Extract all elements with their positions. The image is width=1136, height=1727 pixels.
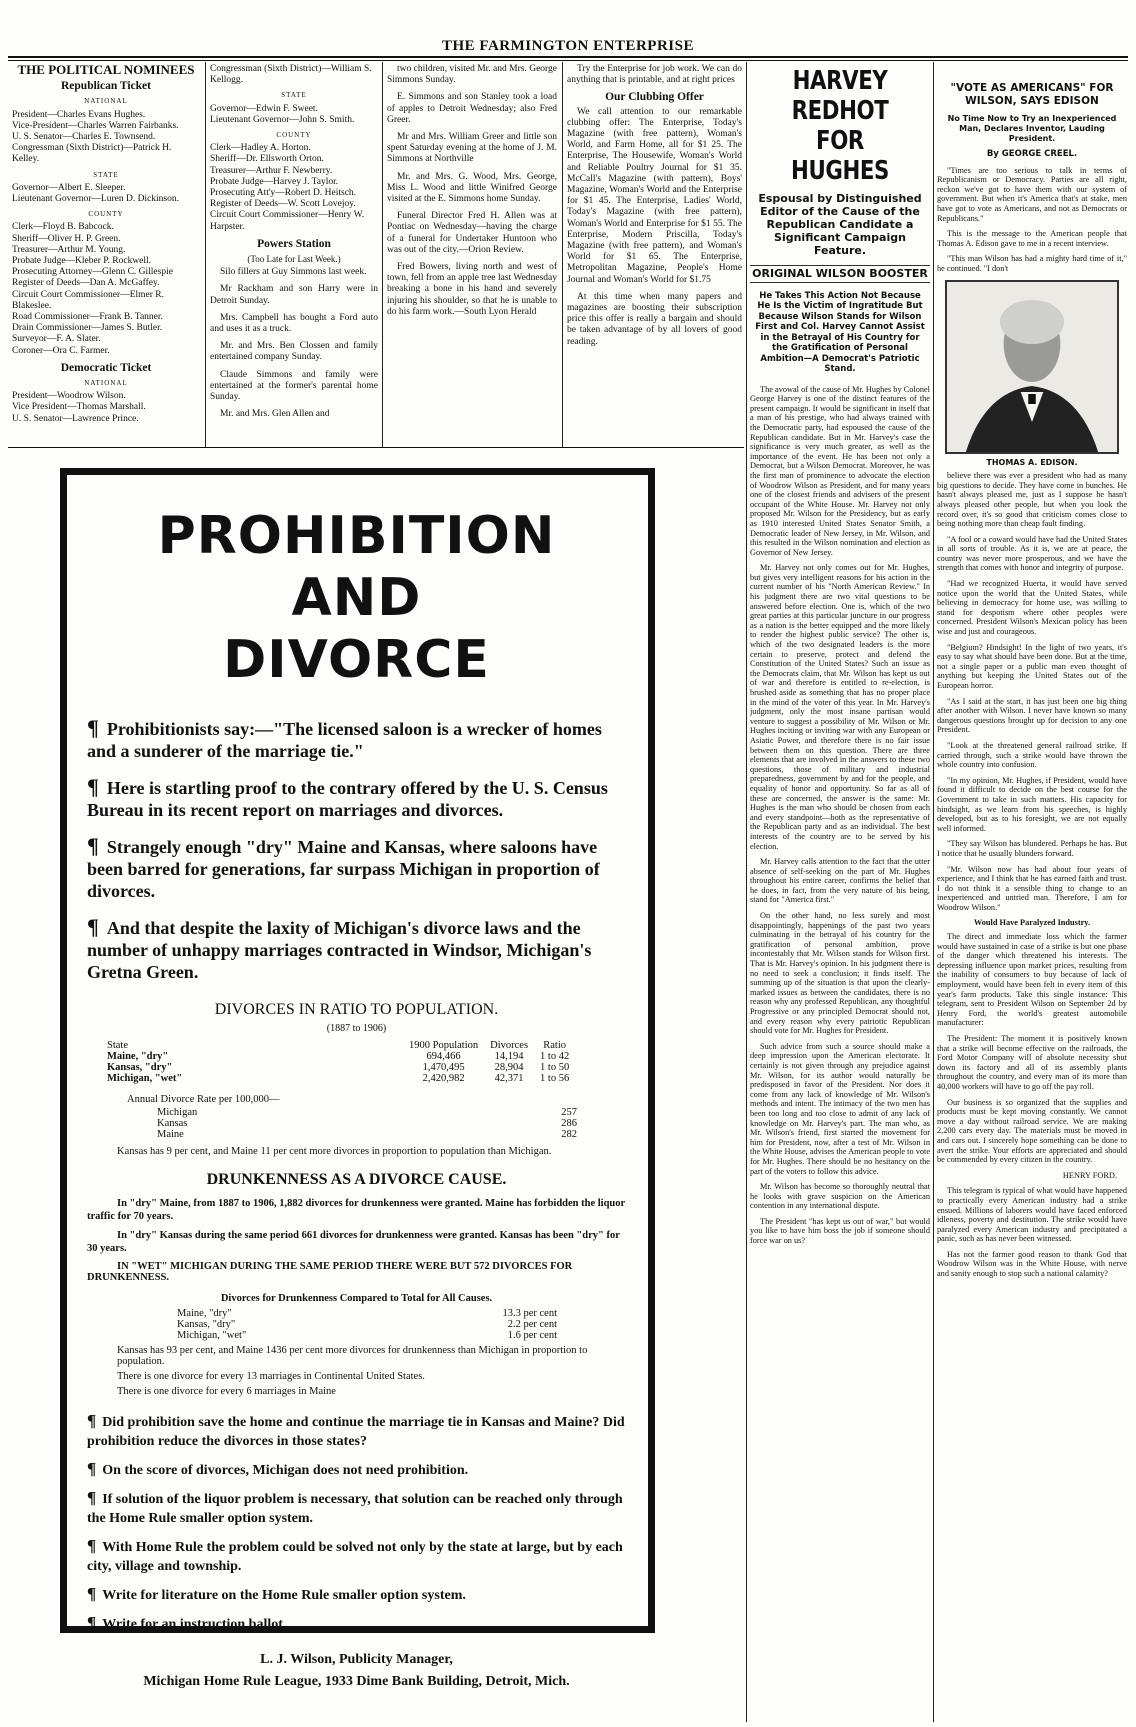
harvey-subhead: Espousal by Distinguished Editor of the Cause of the Republican Candidate a Significant Campaign Feature. (758, 192, 922, 257)
paragraph-mark-icon: ¶ (87, 774, 99, 799)
rate-row (157, 1107, 577, 1118)
column-divider (746, 62, 747, 1722)
nominee-line: Coroner—Ora C. Farmer. (12, 345, 110, 356)
table-cell: 1 to 50 (540, 1062, 570, 1073)
article-paragraph: "This man Wilson has had a mighty hard time of it," he continued. "I don't (937, 254, 1127, 273)
divorce-table-sub: (1887 to 1906) (326, 1023, 387, 1034)
nominees-title: THE POLITICAL NOMINEES (17, 62, 195, 77)
paragraph-mark-icon: ¶ (87, 1488, 97, 1507)
dem-national-label: NATIONAL (84, 379, 128, 388)
cause-paragraph: In "dry" Kansas during the same period 661 divorces for drunkenness were granted. Kansas has been "dry" for 30 years. (87, 1230, 620, 1254)
democratic-continued (210, 64, 378, 446)
edison-portrait (945, 280, 1119, 454)
ad-question-text: Did prohibition save the home and continue the marriage tie in Kansas and Maine? Did prohibition reduce the divorces in those states? (87, 1415, 625, 1449)
article-paragraph: The President: The moment it is positively known that a strike will become effective on the railroads, the Ford Motor Company will of absolute necessity shut down its factory and all of its assembly plants throughout the country, and every man of its more than 40,000 workers will have to go off the pay roll. (937, 1034, 1127, 1091)
paragraph-mark-icon: ¶ (87, 1536, 97, 1555)
powers-station-title: Powers Station (257, 237, 331, 250)
rate-row-label: Maine (157, 1129, 184, 1140)
ad-claim (87, 776, 626, 821)
nominee-line: Register of Deeds—W. Scott Lovejoy. (210, 199, 356, 210)
nominee-line: Drain Commissioner—James S. Butler. (12, 323, 163, 334)
powers-station-news (210, 267, 378, 420)
article-paragraph: The direct and immediate loss which the farmer would have sustained in case of a strike is but one phase of the danger which threatened his interests. The depressing influence upon market prices, resulting from the inability of consumers to buy because of lack of employment, would have been felt in every item of this year's farm products. Take this single instance: This telegram, sent to President Wilson on September 2d by Henry Ford, the world's greatest automobile manufacturer: (937, 932, 1127, 1028)
ad-note: There is one divorce for every 13 marriages in Continental United States. (117, 1371, 425, 1382)
ad-question-text: If solution of the liquor problem is necessary, that solution can be reached only through the Home Rule smaller option system. (87, 1492, 623, 1526)
clubbing-paragraphs (567, 107, 742, 348)
table-cell: Michigan, "wet" (107, 1073, 183, 1084)
ad-question-text: On the score of divorces, Michigan does not need prohibition. (102, 1463, 469, 1478)
portrait-image (947, 282, 1117, 452)
ad-question (87, 1459, 626, 1480)
news-paragraph: Mr. and Mrs. Ben Clossen and family entertained company Sunday. (210, 341, 378, 363)
ratio-row-label: Kansas, "dry" (177, 1319, 236, 1330)
news-paragraph: two children, visited Mr. and Mrs. George Simmons Sunday. (387, 64, 557, 86)
article-paragraph: "As I said at the start, it has just been one big thing after another with Wilson. I never have known so many dangerous questions brought up for decision to any one President. (937, 696, 1127, 735)
ad-question (87, 1536, 626, 1576)
news-paragraph: Funeral Director Fred H. Allen was at Pontiac on Wednesday—having the charge of a funeral for Undertaker Huntoon who was out of the city.—Orion Review. (387, 211, 557, 255)
nominee-line: President—Charles Evans Hughes. (12, 109, 146, 120)
harvey-article (750, 66, 930, 1721)
article-paragraph: This is the message to the American people that Thomas A. Edison gave to me in a recent interview. (937, 229, 1127, 248)
ad-question (87, 1488, 626, 1528)
ad-question (87, 1584, 626, 1605)
harvey-deck: He Takes This Action Not Because He Is the Victim of Ingratitude But Because Wilson Stands for Wilson First and Col. Harvey Cannot Assist in the Betrayal of His Country for the Gratification of Personal Ambition—A Democrat's Patriotic Stand. (755, 290, 925, 375)
powers-station-sub: (Too Late for Last Week.) (247, 254, 341, 265)
nominee-line: Vice President—Thomas Marshall. (12, 402, 146, 413)
ford-signature: HENRY FORD. (1062, 1170, 1117, 1180)
paragraph-mark-icon: ¶ (87, 914, 99, 939)
article-paragraph: The avowal of the cause of Mr. Hughes by Colonel George Harvey is one of the distinct features of the present campaign. It would be significant in itself that a man of his prestige, who had always trained with the Democratic party, had espoused the cause of the Republican candidate. But in Mr. Harvey's case the significance is very much greater, as well as the importance of the event. He has been not only a Democrat, but a Wilson Democrat. Moreover, he was the first man of prominence to advocate the election of Woodrow Wilson as President, and for many years one of the closest friends and advisers of the present occupant of the White House. Mr. Harvey not only proposed Mr. Wilson for the Presidency, but as early as 1910 interested United States Senator Smith, a Democratic leader of New Jersey, in Mr. Wilson, and this resulted in the Wilson nomination and election as Governor of New Jersey. (750, 384, 930, 557)
nominee-line: Prosecuting Att'y—Robert D. Heitsch. (210, 188, 357, 199)
article-paragraph: This telegram is typical of what would have happened to practically every American industry had a strike ensued. Millions of laborers would have faced enforced idleness, poverty and destitution. The strike would have paralyzed every American industry and precipitated a panic, such as has never been witnessed. (937, 1186, 1127, 1244)
article-paragraph: Our business is so organized that the supplies and products must be kept moving constantly. We cannot move a day without railroad service. We are making 2,200 cars every day. The materials must be moved in and cars out. I sincerely hope something can be done to avert the strike. Your efforts are appreciated and should be commended by every citizen in the country. (937, 1097, 1127, 1165)
rate-row-value: 282 (561, 1129, 577, 1140)
article-paragraph: believe there was ever a president who had as many big questions to decide. They have come in bunches. He hasn't always pleased me, just as I suppose he hasn't always pleased other people, but when you look the record over, it's so good that criticism comes close to being nothing more than cheap fault finding. (937, 471, 1127, 529)
ad-note: Kansas has 93 per cent, and Maine 1436 per cent more divorces for drunkenness than Michigan in proportion to population. (117, 1345, 588, 1367)
ad-claim-text: And that despite the laxity of Michigan's divorce laws and the number of unhappy marriages contracted in Windsor, Michigan's Gretna Green. (87, 918, 592, 982)
nominee-line: Governor—Albert E. Sleeper. (12, 182, 126, 193)
ratio-row (177, 1319, 557, 1330)
article-paragraph: "Mr. Wilson now has had about four years of experience, and I think that he has earned faith and trust. I do not think it a sensible thing to change to an inexperienced and untried man. Therefore, I am for Woodrow Wilson." (937, 864, 1127, 912)
ad-signature: L. J. Wilson, Publicity Manager, (260, 1652, 453, 1667)
national-label: NATIONAL (84, 97, 128, 106)
ad-question-text: Write for literature on the Home Rule smaller option system. (102, 1588, 466, 1603)
local-news-paragraphs (387, 64, 557, 318)
ad-notes (87, 1345, 626, 1397)
article-paragraph: "Had we recognized Huerta, it would have served notice upon the world that the United States, while believing in democracy for home use, was willing to stand for despotism where other peoples were concerned. President Wilson's Mexican policy has been wise and just and courageous. (937, 579, 1127, 637)
nominee-line: Probate Judge—Kleber P. Rockwell. (12, 256, 152, 267)
rate-head: Annual Divorce Rate per 100,000— (127, 1094, 280, 1105)
ratio-row (177, 1330, 557, 1341)
edison-subtitle: Would Have Paralyzed Industry. (973, 918, 1091, 928)
ad-claim (87, 835, 626, 902)
nominee-line: Clerk—Hadley A. Horton. (210, 143, 311, 154)
news-paragraph: E. Simmons and son Stanley took a load of apples to Detroit Wednesday; also Fred Greer. (387, 92, 557, 125)
edison-headline: "VOTE AS AMERICANS" FOR WILSON, SAYS EDISON (950, 82, 1114, 107)
table-header-cell: Ratio (543, 1040, 566, 1051)
nominee-line: Treasurer—Arthur M. Young. (12, 244, 126, 255)
local-news (387, 64, 557, 446)
cause-paragraphs (87, 1197, 626, 1255)
nominee-line: Lieutenant Governor—John S. Smith. (210, 114, 355, 125)
divorce-table-title: DIVORCES IN RATIO TO POPULATION. (214, 1001, 499, 1018)
masthead: THE FARMINGTON ENTERPRISE (442, 38, 694, 54)
paragraph-mark-icon: ¶ (87, 1613, 97, 1632)
table-header-cell: 1900 Population (409, 1040, 479, 1051)
nominee-line: Treasurer—Arthur F. Newberry. (210, 165, 333, 176)
harvey-headline: HARVEY REDHOT FOR HUGHES (791, 66, 889, 186)
prohibition-ad (60, 468, 655, 1689)
nominee-line: Circuit Court Commissioner—Elmer R. Blakeslee. (12, 289, 164, 311)
article-paragraph: Mr. Harvey calls attention to the fact that the utter absence of self-seeking on the part of Mr. Hughes throughout his entire career, confirms the belief that he does, in fact, from the very nature of his being, stand for "America first." (750, 857, 930, 905)
ratio-list (87, 1308, 626, 1341)
harvey-paragraphs (750, 385, 930, 1246)
ratio-row-label: Michigan, "wet" (177, 1330, 247, 1341)
table-header-cell: Divorces (490, 1040, 529, 1051)
ratio-row-value: 2.2 per cent (507, 1319, 557, 1330)
edison-paragraphs (937, 471, 1127, 912)
democratic-county-list (210, 143, 378, 233)
article-paragraph: "Times are too serious to talk in terms of Republicanism or Democracy. Parties are all right, reckon we've got to have them with our system of government. But when it's America that's at stake, men have got to vote as Americans, and not as Democrats or Republicans." (937, 165, 1127, 223)
rate-row-value: 257 (561, 1107, 577, 1118)
rate-row (157, 1118, 577, 1129)
paragraph-mark-icon: ¶ (87, 715, 99, 740)
ad-address: Michigan Home Rule League, 1933 Dime Bank Building, Detroit, Mich. (143, 1674, 570, 1689)
edison-caption: THOMAS A. EDISON. (986, 457, 1078, 467)
nominee-line: Sheriff—Dr. Ellsworth Orton. (210, 154, 324, 165)
article-paragraph: Such advice from such a source should make a deep impression upon the American electorate. It certainly is not given through any prejudice against Mr. Wilson, for its author would naturally be predisposed in favor of the President. Nor does it come from any lack of knowledge of Mr. Wilson's methods and intent. The intimacy of the two men has been too long and too close to admit of any lack of knowledge on Mr. Harvey's part. The man who, as Mr. Wilson's friend, first started the movement for him for President, now, after a test of Mr. Wilson in the White House, advises the American people to vote for Mr. Hughes. There should be no hesitancy on the part of the voters to follow this advice. (750, 1041, 930, 1176)
edison-deck: No Time Now to Try an Inexperienced Man, Declares Inventor, Lauding President. (947, 114, 1117, 143)
edison-intro (937, 166, 1127, 274)
dem-county-label: COUNTY (276, 131, 312, 140)
ratio-head: Divorces for Drunkenness Compared to Total for All Causes. (220, 1293, 493, 1304)
ad-claims (87, 717, 626, 983)
table-cell: 1,470,495 (422, 1062, 465, 1073)
divorce-table-header (101, 1040, 575, 1051)
ad-question (87, 1411, 626, 1451)
table-header-cell: State (107, 1040, 128, 1051)
paragraph-mark-icon: ¶ (87, 1411, 97, 1430)
nominee-line: Surveyor—F. A. Slater. (12, 334, 101, 345)
table-row (101, 1051, 575, 1062)
republican-ticket-title: Republican Ticket (61, 80, 151, 93)
news-paragraph: Mr. and Mrs. Glen Allen and (220, 409, 330, 420)
table-cell: 28,904 (494, 1062, 524, 1073)
news-paragraph: Claude Simmons and family were entertained at the former's parental home Sunday. (210, 369, 378, 403)
news-paragraph: Mrs. Campbell has bought a Ford auto and uses it as a truck. (210, 312, 378, 335)
clubbing-paragraph: At this time when many papers and magazines are boosting their subscription price this offer is really a bargain and should be taken advantage of by all lovers of good reading. (567, 291, 742, 347)
table-cell: Kansas, "dry" (107, 1062, 173, 1073)
ad-claim-text: Here is startling proof to the contrary offered by the U. S. Census Bureau in its recent report on marriages and divorces. (87, 778, 608, 820)
table-cell: 1 to 42 (540, 1051, 570, 1062)
republican-county-list (12, 222, 200, 356)
article-paragraph: "In my opinion, Mr. Hughes, if President, would have found it difficult to decide on the best course for the Government to take in such matters. His capacity for hindsight, as we learn from his speeches, is highly developed, but as to his foresight, we are not equally well informed. (937, 775, 1127, 833)
paragraph-mark-icon: ¶ (87, 1584, 97, 1603)
column-divider (562, 62, 563, 447)
county-label: COUNTY (88, 210, 124, 219)
article-paragraph: "Look at the threatened general railroad strike. If carried through, such a strike would have thrown the whole country into confusion. (937, 740, 1127, 770)
ad-title-line1: PROHIBITION AND (157, 506, 556, 628)
clubbing-offer (567, 64, 742, 446)
democratic-ticket-title: Democratic Ticket (60, 361, 152, 374)
column-divider (933, 62, 934, 1722)
paragraph-mark-icon: ¶ (87, 833, 99, 858)
article-paragraph: On the other hand, no less surely and most disappointingly, happenings of the past two years culminating in the betrayal of his country for the gratification of personal ambition, prove incontestably that Mr. Wilson stands for Wilson first. That is Mr. Harvey's opinion. In his judgment there is no need to seek a conclusion; it finds itself. The summing up of the situation is that upon the clearly-marked issues as between the candidates, there is no reason why any professed Republican, any thoughtful Progressive or any principled Democrat should not, and every reason why every patriotic Republican should vote for Mr. Hughes for President. (750, 911, 930, 1036)
rate-row-label: Kansas (157, 1118, 188, 1129)
job-work-notice: Try the Enterprise for job work. We can do anything that is printable, and at right prices (567, 64, 742, 86)
nominee-line: Probate Judge—Harvey J. Taylor. (210, 176, 339, 187)
article-paragraph: "They say Wilson has blundered. Perhaps he has. But I notice that he usually blunders forward. (937, 839, 1127, 858)
top-rule (8, 56, 1128, 58)
article-paragraph: "A fool or a coward would have had the United States in all sorts of trouble. As it is, we are at peace, the country was never more prosperous, and we have the strength that comes with honor and integrity of purpose. (937, 534, 1127, 573)
rate-list (87, 1107, 626, 1140)
nominee-line: Governor—Edwin F. Sweet. (210, 103, 318, 114)
clubbing-paragraph: We call attention to our remarkable clubbing offer: The Enterprise, Today's Magazine (with free pattern), Woman's World, and Farm Home, all for $1 25. The Enterprise, The Housewife, Woman's World and Reliable Poultry Journal for $1 35. McCall's Magazine (with pattern), Boys' Magazine, Woman's World and the Enterprise for $1 45. The Enterprise, Ladies' World, Today's Magazine (with free pattern), Woman's World and Enterprise for $1 55. The Enterprise, Modern Priscilla, Today's Magazine (with free pattern), and Woman's World for $1 65. The Enterprise, Metropolitan Magazine, People's Home Journal and Woman's World for $1.75 (567, 106, 742, 285)
state-label: STATE (93, 170, 119, 179)
nominee-line: U. S. Senator—Charles E. Townsend. (12, 132, 156, 143)
news-paragraph: Mr. and Mrs. G. Wood, Mrs. George, Miss L. Wood and little Winifred George visited at the E. Simmons home Sunday. (387, 171, 557, 205)
ad-question-text: With Home Rule the problem could be solved not only by the state at large, but by each city, village and township. (87, 1540, 623, 1574)
table-cell: 1 to 56 (540, 1073, 570, 1084)
divorce-table-body (101, 1051, 575, 1084)
nominee-line: Circuit Court Commissioner—Henry W. Harpster. (210, 210, 365, 232)
ratio-row (177, 1308, 557, 1319)
ad-claim (87, 916, 626, 983)
article-paragraph: Has not the farmer good reason to thank God that Woodrow Wilson was in the White House, with nerve and sanity enough to stop such a national calamity? (937, 1249, 1127, 1279)
article-paragraph: Mr. Harvey not only comes out for Mr. Hughes, but gives very intelligent reasons for his action in the current number of his "North American Review." In his judgment there are two vital questions to be answered before election. One is, which of the two great parties at this particular juncture in our progress as a nation is the better equipped and the more likely to render the highest public service? The other is, which of the two designated leaders is the more certain to preserve, protect and defend the Constitution of the United States? Such an issue as the Democrats claim, that Mr. Wilson has kept us out of war and therefore is entitled to re-election, is brushed aside as something that has no proper place in the mind of the voter of this year. In Mr. Harvey's judgment, only the most insane partisan would venture to suggest a possibility of Mr. Wilson or Mr. Hughes inciting or inviting war with any European or Asiatic Power, and therefore there is no fair issue between them on this question. There are three elements that are involved in the answers to these two questions, those of military and industrial preparedness, government by and for the people, and equality of honor and opportunity. So far as all of these are concerned, the answer is the same: Mr. Hughes is the man who should be chosen from each and every standpoint—both as the representative of the Republican party and as an individual. The best interests of the country are to be served by his election. (750, 563, 930, 851)
ad-claim (87, 717, 626, 762)
news-paragraph: Mr and Mrs. William Greer and little son spent Saturday evening at the home of J. M. Simmons at Northville (387, 132, 557, 165)
table-cell: 42,371 (494, 1073, 524, 1084)
table-cell: 694,466 (426, 1051, 461, 1062)
news-paragraph: Mr Rackham and son Harry were in Detroit Sunday. (210, 284, 378, 306)
democratic-state-list (210, 104, 378, 126)
nominee-line: Vice-President—Charles Warren Fairbanks. (12, 120, 179, 131)
nominee-line: U. S. Senator—Lawrence Prince. (12, 413, 139, 424)
ad-claim-text: Prohibitionists say:—"The licensed saloon is a wrecker of homes and a sunderer of the marriage tie." (87, 719, 602, 761)
nominee-line: Register of Deeds—Dan A. McGaffey. (12, 278, 160, 289)
article-paragraph: "Belgium? Hindsight! In the light of two years, it's easy to say what should have been done. But at the time, not a single paper or a public man even thought of anything but keeping the United States out of the European horror. (937, 642, 1127, 690)
ad-claim-text: Strangely enough "dry" Maine and Kansas, where saloons have been barred for generations, far surpass Michigan in proportion of divorces. (87, 837, 600, 901)
cause-caps: IN "WET" MICHIGAN DURING THE SAME PERIOD THERE WERE BUT 572 DIVORCES FOR DRUNKENNESS. (87, 1261, 573, 1283)
ratio-row-value: 13.3 per cent (502, 1308, 557, 1319)
column-divider (382, 62, 383, 447)
news-paragraph: Silo fillers at Guy Simmons last week. (220, 267, 367, 278)
ad-question-text: Write for an instruction ballot. (102, 1617, 287, 1632)
democratic-congress-list (210, 64, 378, 86)
rate-row-label: Michigan (157, 1107, 198, 1118)
edison-byline: By GEORGE CREEL. (986, 149, 1078, 159)
table-row (101, 1073, 575, 1084)
republican-state-list (12, 183, 200, 205)
political-nominees (12, 62, 200, 446)
nominee-line: Clerk—Floyd B. Babcock. (12, 222, 114, 233)
ad-question (87, 1613, 626, 1634)
ad-title-line2: DIVORCE (223, 630, 490, 690)
nominee-line: Lieutenant Governor—Luren D. Dickinson. (12, 194, 179, 205)
ad-questions (87, 1411, 626, 1634)
nominee-line: Congressman (Sixth District)—William S. Kellogg. (210, 64, 372, 86)
dem-state-label: STATE (281, 91, 307, 100)
ratio-row-label: Maine, "dry" (177, 1308, 232, 1319)
ratio-row-value: 1.6 per cent (507, 1330, 557, 1341)
nominee-line: Road Commissioner—Frank B. Tanner. (12, 312, 163, 323)
harvey-box-head: ORIGINAL WILSON BOOSTER (750, 265, 930, 283)
edison-article (937, 82, 1127, 1722)
cause-title: DRUNKENNESS AS A DIVORCE CAUSE. (206, 1171, 507, 1188)
clubbing-offer-title: Our Clubbing Offer (605, 91, 704, 104)
ad-note: There is one divorce for every 6 marriages in Maine (117, 1386, 336, 1397)
paragraph-mark-icon: ¶ (87, 1459, 97, 1478)
edison-paragraphs-2 (937, 932, 1127, 1165)
top-rule-thin (8, 60, 1128, 61)
news-paragraph: Fred Bowers, living north and west of town, fell from an apple tree last Wednesday breaking a bone in his hand and severely injuring his shoulder, so that he is unable to do his farm work.—South Lyon Herald (387, 262, 557, 317)
nominee-line: President—Woodrow Wilson. (12, 391, 126, 402)
republican-national-list (12, 110, 200, 166)
section-rule (8, 447, 744, 448)
nominee-line: Prosecuting Attorney—Glenn C. Gillespie (12, 267, 173, 278)
article-paragraph: Mr. Wilson has become so thoroughly neutral that he looks with grave suspicion on the American contention in any international dispute. (750, 1182, 930, 1211)
table-cell: 14,194 (494, 1051, 524, 1062)
article-paragraph: The President "has kept us out of war," but would you like to have him boss the job if someone should force war on us? (750, 1216, 930, 1246)
table-row (101, 1062, 575, 1073)
edison-paragraphs-3 (937, 1186, 1127, 1278)
table-cell: 2,420,982 (422, 1073, 465, 1084)
rate-row (157, 1129, 577, 1140)
rate-row-value: 286 (561, 1118, 577, 1129)
democratic-national-list (12, 391, 200, 425)
column-divider (205, 62, 206, 447)
table-cell: Maine, "dry" (107, 1051, 169, 1062)
nominee-line: Congressman (Sixth District)—Patrick H. Kelley. (12, 143, 172, 165)
cause-paragraph: In "dry" Maine, from 1887 to 1906, 1,882 divorces for drunkenness were granted. Maine has forbidden the liquor traffic for 70 years. (87, 1198, 625, 1222)
nominee-line: Sheriff—Oliver H. P. Green. (12, 233, 121, 244)
rate-note: Kansas has 9 per cent, and Maine 11 per cent more divorces in proportion to population than Michigan. (117, 1146, 552, 1157)
divorce-table (101, 1040, 575, 1084)
